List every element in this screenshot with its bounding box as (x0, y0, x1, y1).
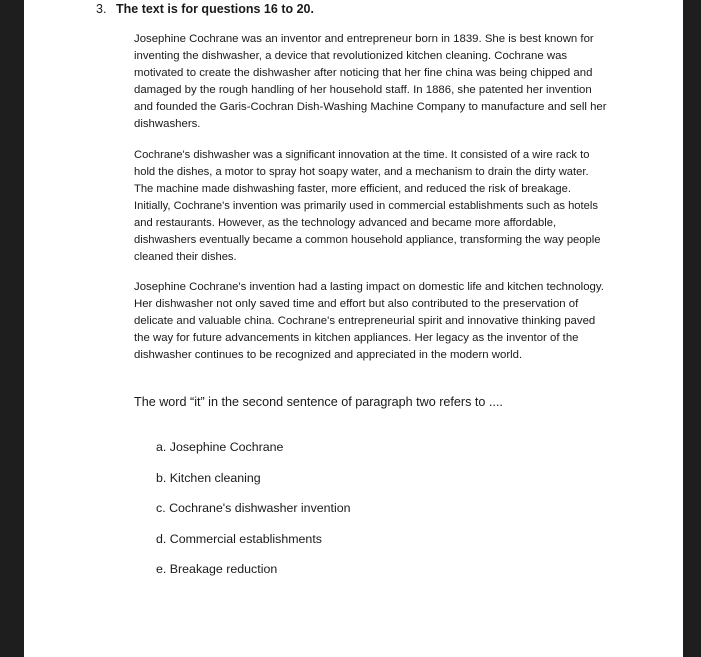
option-b[interactable]: b. Kitchen cleaning (156, 470, 261, 485)
passage-paragraph-1: Josephine Cochrane was an inventor and entrepreneur born in 1839. She is best known for inventing the dishwasher, a device that revolutionized kitchen cleaning. Cochrane was motivated to create the dishwasher after noticing that her fine china was being chipped and damaged by the rough handling of her household staff. In 1886, she patented her invention and founded the Garis-Cochran Dish-Washing Machine Company to manufacture and sell her dishwashers. (134, 33, 607, 130)
option-e[interactable]: e. Breakage reduction (156, 562, 278, 577)
question-header (96, 2, 314, 16)
question-prompt: The word “it” in the second sentence of paragraph two refers to .... (134, 395, 503, 409)
passage-paragraph-2: Cochrane's dishwasher was a significant innovation at the time. It consisted of a wire rack to hold the dishes, a motor to spray hot soapy water, and a mechanism to drain the dirty water. The machine made dishwashing faster, more efficient, and reduced the risk of breakage. Initially, Cochrane's invention was primarily used in commercial establishments such as hotels and restaurants. However, as the technology advanced and became more affordable, dishwashers eventually became a common household appliance, transforming the way people cleaned their dishes. (134, 149, 601, 263)
document-page (24, 0, 683, 657)
answer-options (156, 438, 351, 591)
question-header-text: The text is for questions 16 to 20. (116, 2, 314, 16)
option-d[interactable]: d. Commercial establishments (156, 531, 322, 546)
question-number: 3. (96, 2, 107, 16)
option-a[interactable]: a. Josephine Cochrane (156, 440, 284, 454)
option-c[interactable]: c. Cochrane's dishwasher invention (156, 501, 351, 516)
passage-paragraph-3: Josephine Cochrane's invention had a lasting impact on domestic life and kitchen technology. Her dishwasher not only saved time and effort but also contributed to the preservation of delicate and valuable china. Cochrane's entrepreneurial spirit and innovative thinking paved the way for future advancements in kitchen appliances. Her legacy as the inventor of the dishwasher continues to be recognized and appreciated in the modern world. (134, 281, 604, 361)
